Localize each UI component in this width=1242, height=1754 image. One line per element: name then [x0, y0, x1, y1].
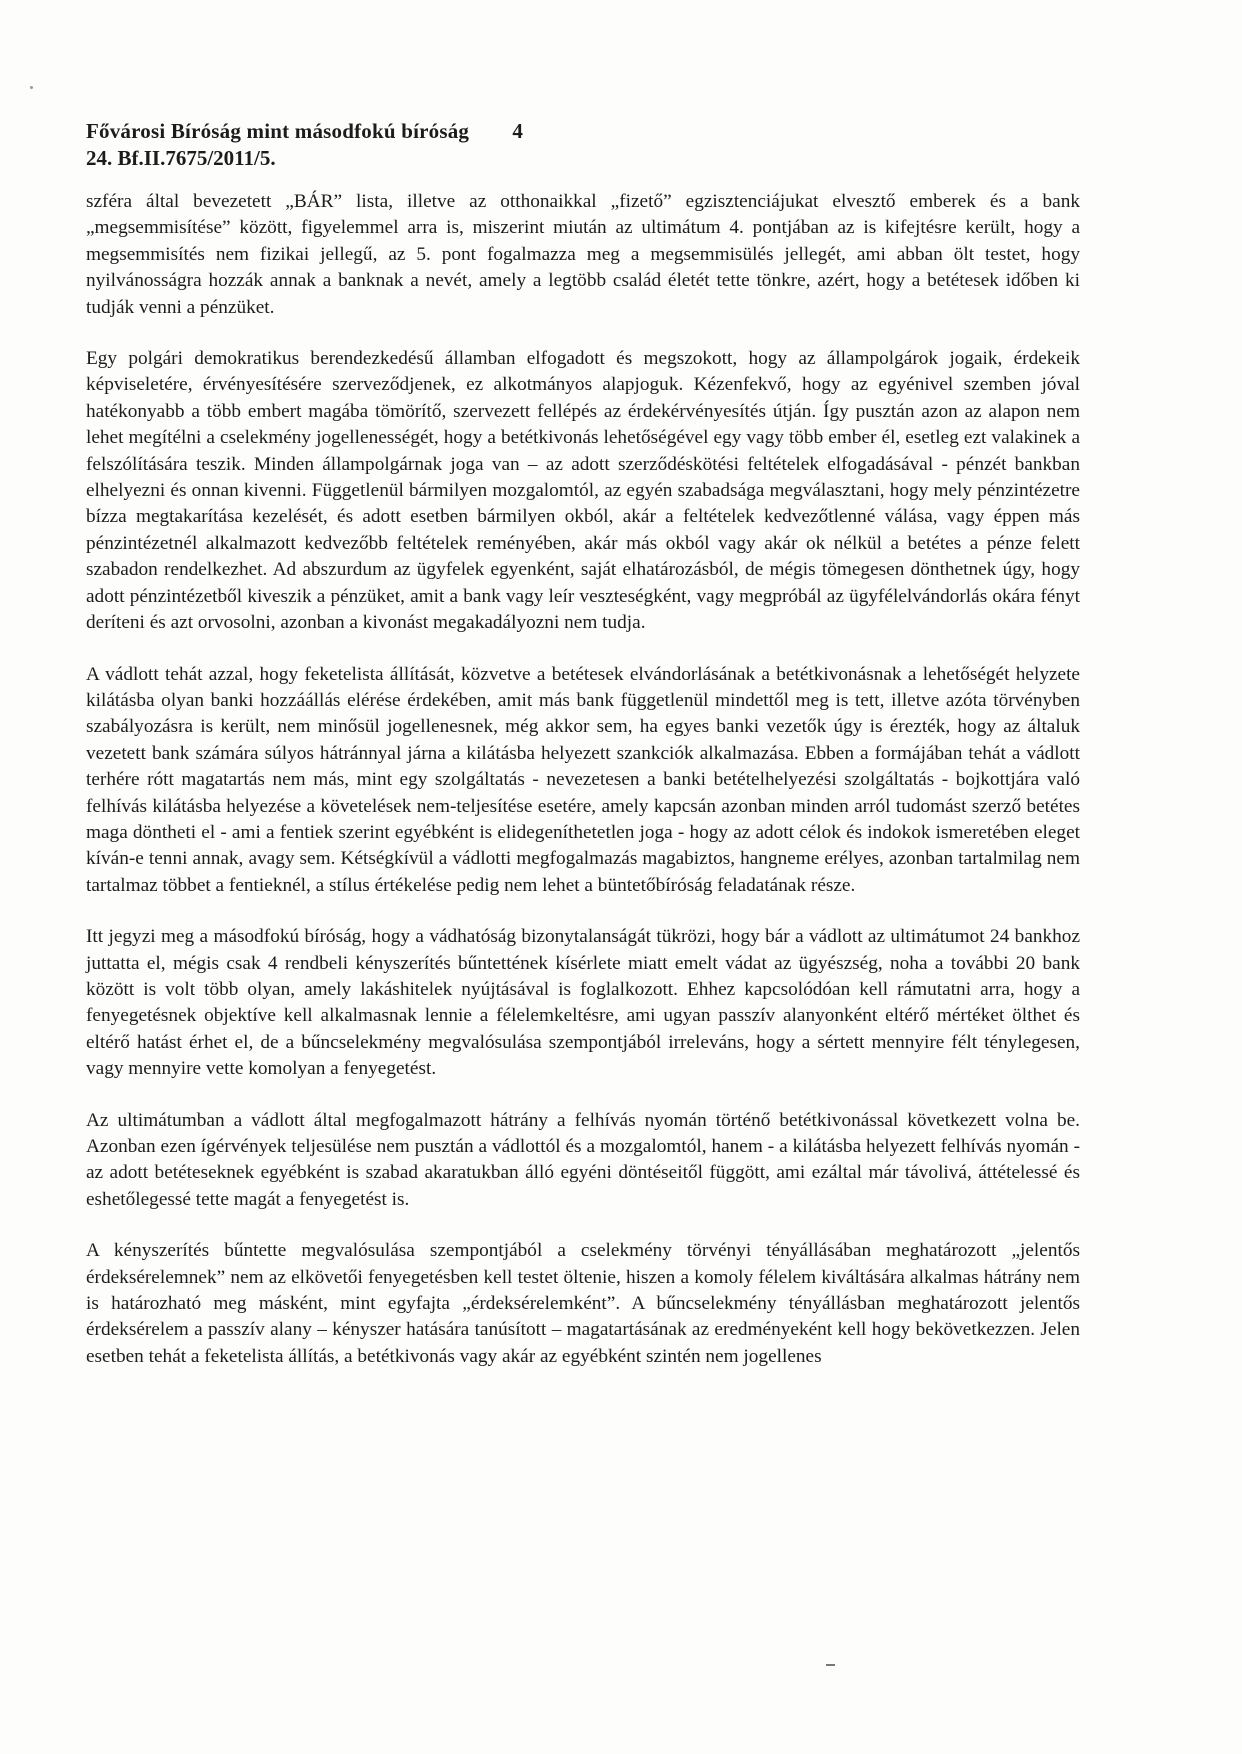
- case-number: 24. Bf.II.7675/2011/5.: [86, 146, 276, 170]
- court-name: Fővárosi Bíróság mint másodfokú bíróság: [86, 119, 470, 143]
- paragraph-4: Itt jegyzi meg a másodfokú bíróság, hogy a vádhatóság bizonytalanságát tükrözi, hogy bár a vádlott az ultimátumot 24 bankhoz juttatta el, mégis csak 4 rendbeli kényszerítés bűntettének kísérlete miatt emelt vádat az ügyészség, noha a további 20 bank között is volt több olyan, amely lakáshitelek nyújtásával is foglalkozott. Ehhez kapcsolódóan kell rámutatni arra, hogy a fenyegetésnek objektíve kell alkalmasnak lennie a félelemkeltésre, ami ugyan passzív alanyonként eltérő mértéket ölthet és eltérő hatást érhet el, de a bűncselekmény megvalósulása szempontjából irreleváns, hogy a sértett mennyire félt ténylegesen, vagy mennyire vette komolyan a fenyegetést.: [86, 926, 1080, 1080]
- document-body: [86, 189, 1080, 1370]
- paragraph-1: szféra által bevezetett „BÁR” lista, illetve az otthonaikkal „fizető” egzisztenciájukat elvesztő emberek és a bank „megsemmisítése” között, figyelemmel arra is, miszerint miután az ultimátum 4. pontjában az is kifejtésre került, hogy a megsemmisítés nem fizikai jellegű, az 5. pont fogalmazza meg a megsemmisülés jellegét, ami abban ölt testet, hogy nyilvánosságra hozzák annak a banknak a nevét, amely a legtöbb család életét tette tönkre, azért, hogy a betétesek időben ki tudják venni a pénzüket.: [86, 191, 1080, 318]
- document-header: [86, 118, 523, 172]
- scan-mark: [826, 1664, 835, 1666]
- page-number: 4: [512, 119, 523, 143]
- scan-speck: [30, 86, 33, 89]
- paragraph-5: Az ultimátumban a vádlott által megfogalmazott hátrány a felhívás nyomán történő betétkivonással következett volna be. Azonban ezen ígérvények teljesülése nem pusztán a vádlottól és a mozgalomtól, hanem - a kilátásba helyezett felhívás nyomán - az adott betéteseknek egyébként is szabad akaratukban álló egyéni döntéseitől függött, ami ezáltal már távolivá, áttételessé és eshetőlegessé tette magát a fenyegetést is.: [86, 1109, 1080, 1210]
- paragraph-6: A kényszerítés bűntette megvalósulása szempontjából a cselekmény törvényi tényállásában meghatározott „jelentős érdeksérelemnek” nem az elkövetői fenyegetésben kell testet öltenie, hiszen a komoly félelem kiváltására alkalmas hátrány nem is határozható meg másként, mint egyfajta „érdeksérelemként”. A bűncselekmény tényállásban meghatározott jelentős érdeksérelem a passzív alany – kényszer hatására tanúsított – magatartásának az eredményeként kell hogy bekövetkezzen. Jelen esetben tehát a feketelista állítás, a betétkivonás vagy akár az egyébként szintén nem jogellenes: [86, 1240, 1080, 1367]
- paragraph-3: A vádlott tehát azzal, hogy feketelista állítását, közvetve a betétesek elvándorlásának a betétkivonásnak a lehetőségét helyzete kilátásba olyan banki hozzáállás elérése érdekében, amit más bank függetlenül mindettől meg is tett, illetve azóta törvényben szabályozásra is került, nem minősül jogellenesnek, még akkor sem, ha egyes banki vezetők úgy is érezték, hogy az általuk vezetett bank számára súlyos hátránnyal járna a kilátásba helyezett szankciók alkalmazása. Ebben a formájában tehát a vádlott terhére rótt magatartás nem más, mint egy szolgáltatás - nevezetesen a banki betételhelyezési szolgáltatás - bojkottjára való felhívás kilátásba helyezése a követelések nem-teljesítése esetére, amely kapcsán azonban minden arról tudomást szerző betétes maga döntheti el - ami a fentiek szerint egyébként is elidegeníthetetlen joga - hogy az adott célok és indokok ismeretében eleget kíván-e tenni annak, avagy sem. Kétségkívül a vádlotti megfogalmazás magabiztos, hangneme erélyes, azonban tartalmilag nem tartalmaz többet a fentieknél, a stílus értékelése pedig nem lehet a büntetőbíróság feladatának része.: [86, 663, 1080, 896]
- paragraph-2: Egy polgári demokratikus berendezkedésű államban elfogadott és megszokott, hogy az állampolgárok jogaik, érdekeik képviseletére, érvényesítésére szerveződjenek, ez alkotmányos alapjoguk. Kézenfekvő, hogy az egyénivel szemben jóval hatékonyabb a több embert magába tömörítő, szervezett fellépés az érdekérvényesítés útján. Így pusztán azon az alapon nem lehet megítélni a cselekmény jogellenességét, hogy a betétkivonás lehetőségével egy vagy több ember él, esetleg ezt valakinek a felszólítására teszik. Minden állampolgárnak joga van – az adott szerződéskötési feltételek elfogadásával - pénzét bankban elhelyezni és onnan kivenni. Függetlenül bármilyen mozgalomtól, az egyén szabadsága megválasztani, hogy mely pénzintézetre bízza megtakarítása kezelését, és adott esetben bármilyen okból, akár a feltételek kedvezőtlenné válása, vagy éppen más pénzintézetnél alkalmazott kedvezőbb feltételek reményében, akár más okból vagy akár ok nélkül a betétes a pénze felett szabadon rendelkezhet. Ad abszurdum az ügyfelek egyenként, saját elhatározásból, de mégis tömegesen dönthetnek úgy, hogy adott pénzintézetből kiveszik a pénzüket, amit a bank vagy leír veszteségként, vagy megpróbál az ügyfélelvándorlás okára fényt deríteni és azt orvosolni, azonban a kivonást megakadályozni nem tudja.: [86, 348, 1080, 634]
